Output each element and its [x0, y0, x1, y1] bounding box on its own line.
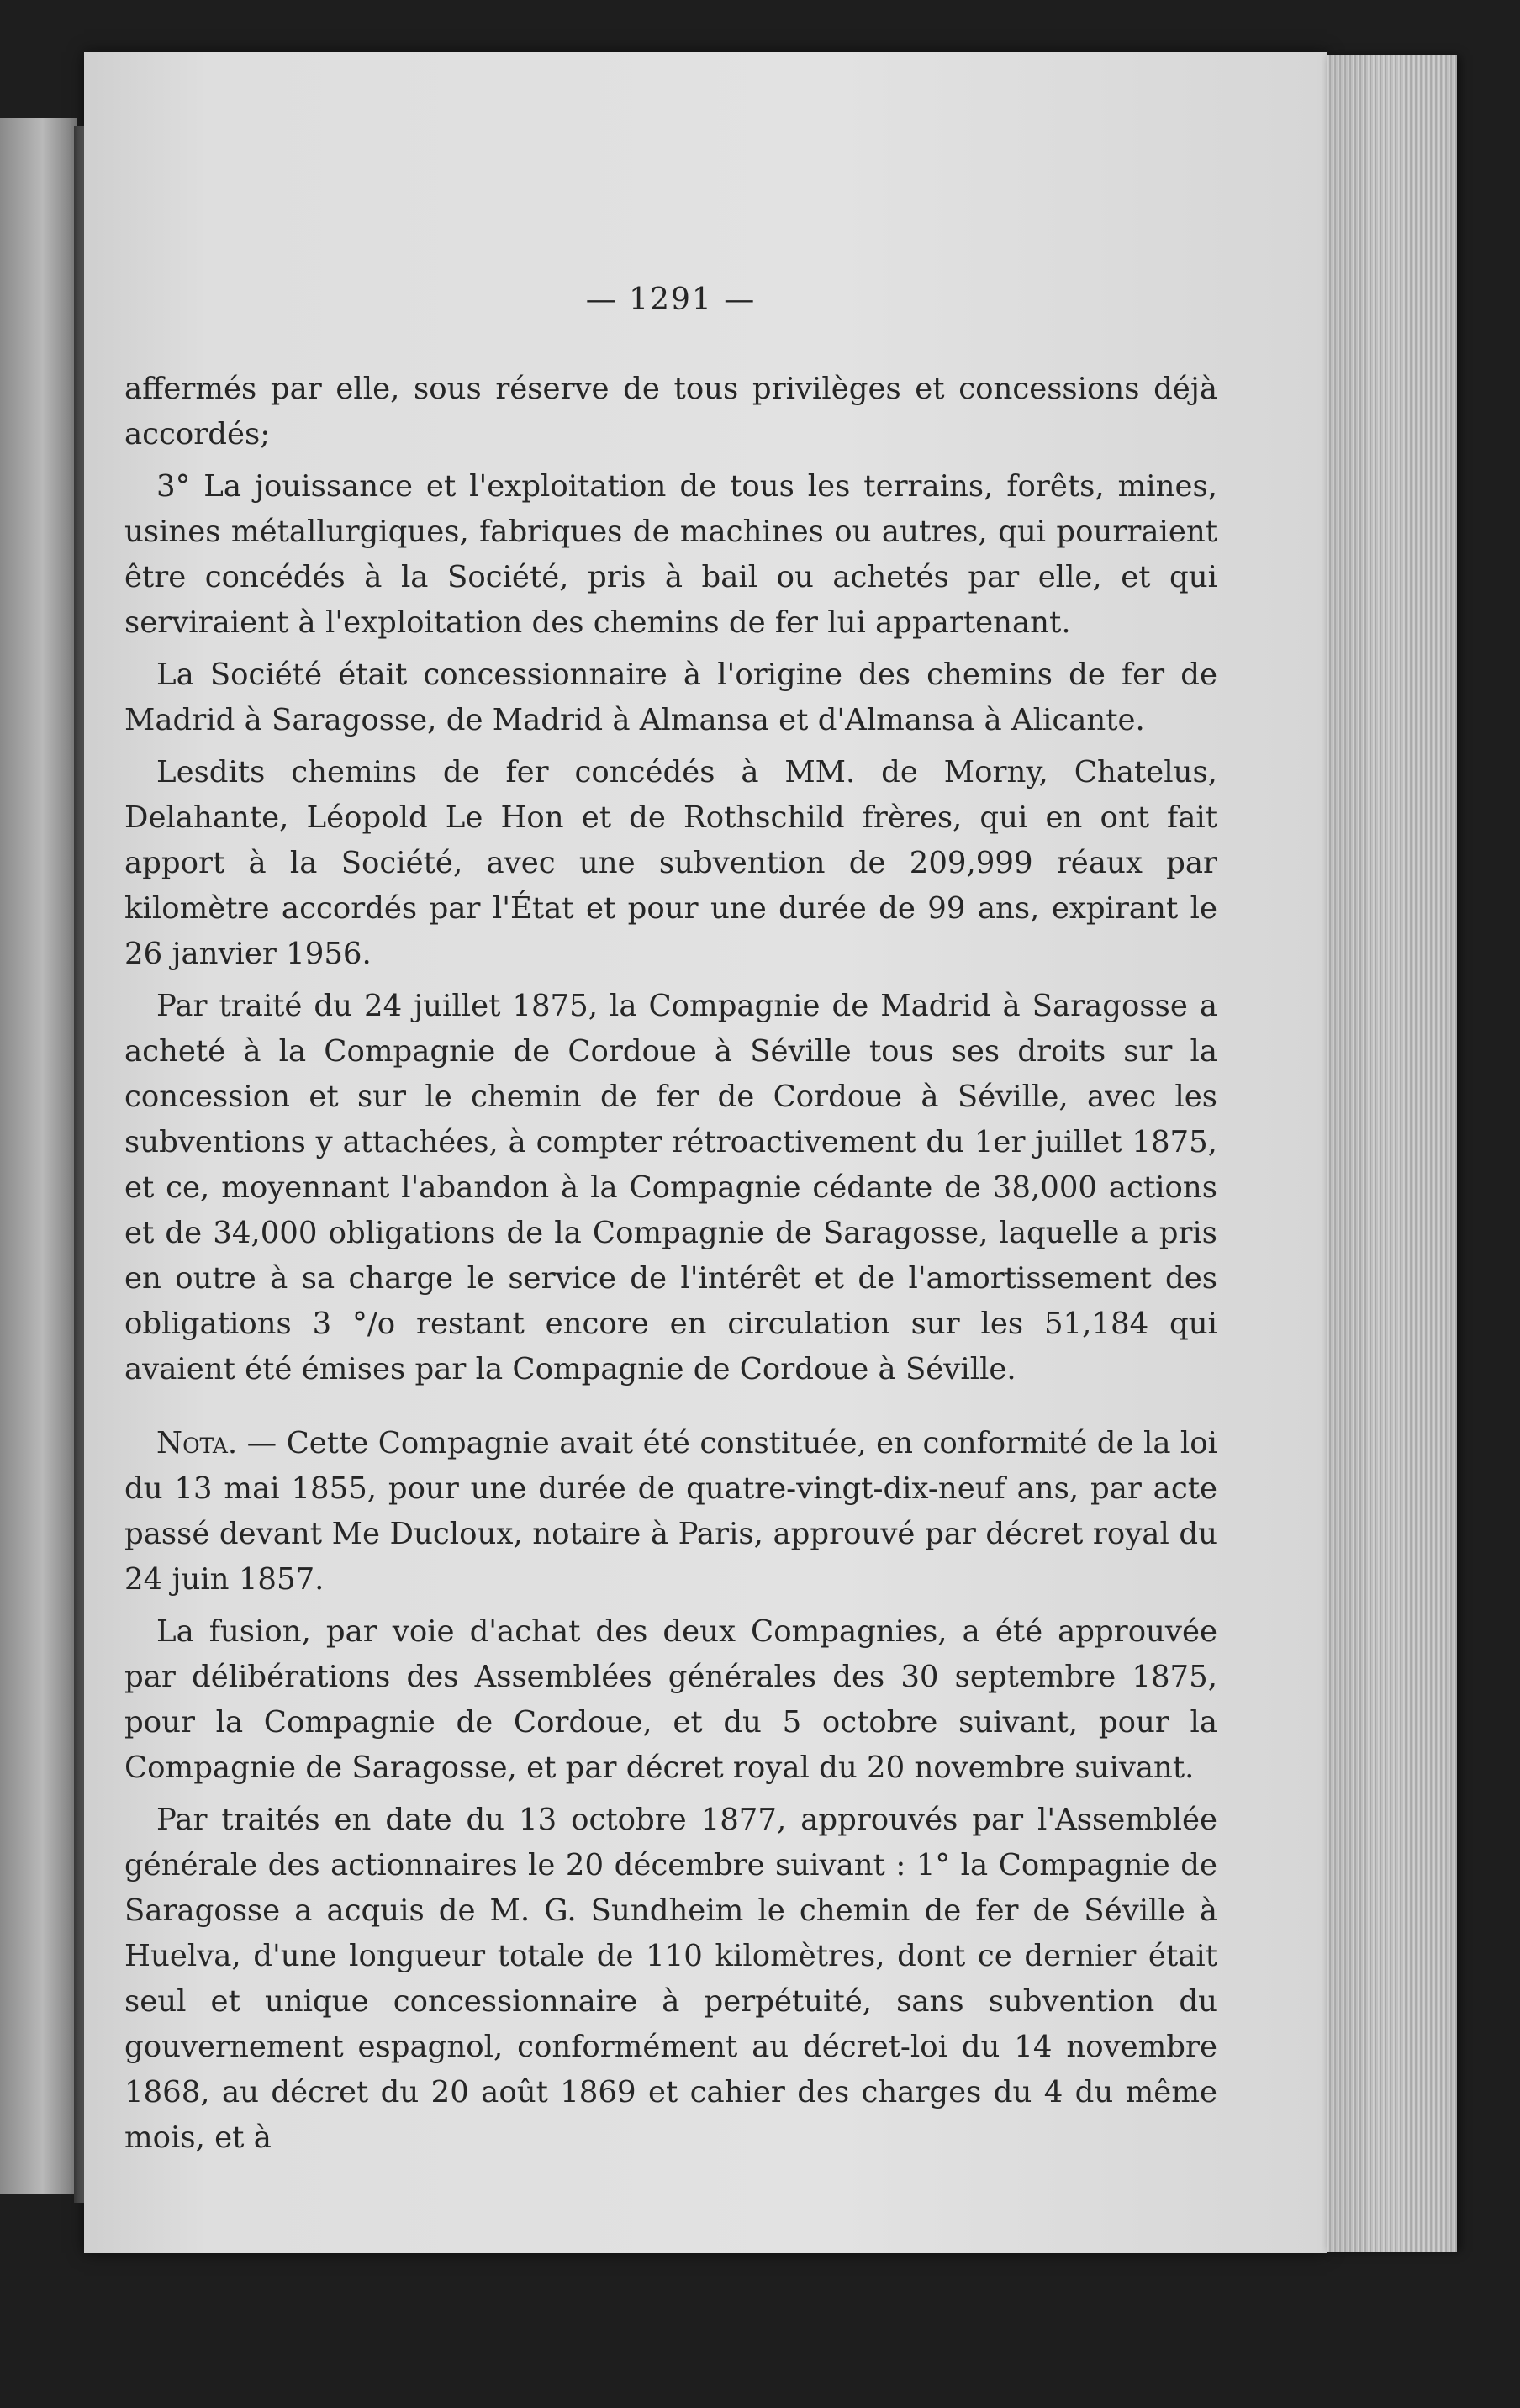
nota-label: Nota. — [156, 1426, 238, 1460]
paragraph: Par traité du 24 juillet 1875, la Compagnie de Madrid à Saragosse a acheté à la Compagnie de Cordoue à Séville tous ses droits sur la concession et sur le chemin de fer de Cordoue à Séville, avec les subventions y attachées, à compter rétroactivement du 1er juillet 1875, et ce, moyennant l'abandon à la Compagnie cédante de 38,000 actions et de 34,000 obligations de la Compagnie de Saragosse, laquelle a pris en outre à sa charge le service de l'intérêt et de l'amortissement des obligations 3 °/o restant encore en circulation sur les 51,184 qui avaient été émises par la Compagnie de Cordoue à Séville. — [124, 989, 1217, 1386]
paragraph: 3° La jouissance et l'exploitation de tous les terrains, forêts, mines, usines métallurgiques, fabriques de machines ou autres, qui pourraient être concédés à la Société, pris à bail ou achetés par elle, et qui serviraient à l'exploitation des chemins de fer lui appartenant. — [124, 469, 1217, 640]
paragraph: La Société était concessionnaire à l'origine des chemins de fer de Madrid à Saragosse, de Madrid à Almansa et d'Almansa à Alicante. — [124, 657, 1217, 737]
paragraph: La fusion, par voie d'achat des deux Compagnies, a été approuvée par délibérations des Assemblées générales des 30 septembre 1875, pour la Compagnie de Cordoue, et du 5 octobre suivant, pour la Compagnie de Saragosse, et par décret royal du 20 novembre suivant. — [124, 1614, 1217, 1785]
page-number: — 1291 — — [585, 283, 757, 317]
paragraph: affermés par elle, sous réserve de tous privilèges et concessions déjà accordés; — [124, 372, 1217, 452]
page-text — [124, 277, 1217, 2168]
page-stack-edges — [1327, 55, 1457, 2252]
left-page-edge — [0, 118, 77, 2194]
paragraph: Par traités en date du 13 octobre 1877, approuvés par l'Assemblée générale des actionnaires le 20 décembre suivant : 1° la Compagnie de Saragosse a acquis de M. G. Sundheim le chemin de fer de Séville à Huelva, d'une longueur totale de 110 kilomètres, dont ce dernier était seul et unique concessionnaire à perpétuité, sans subvention du gouvernement espagnol, conformément au décret-loi du 14 novembre 1868, au décret du 20 août 1869 et cahier des charges du 4 du même mois, et à — [124, 1803, 1217, 2155]
nota-text: — Cette Compagnie avait été constituée, en conformité de la loi du 13 mai 1855, pour une durée de quatre-vingt-dix-neuf ans, par acte passé devant Me Ducloux, notaire à Paris, approuvé par décret royal du 24 juin 1857. — [124, 1426, 1217, 1597]
nota-paragraph — [124, 1421, 1217, 1603]
paragraph: Lesdits chemins de fer concédés à MM. de Morny, Chatelus, Delahante, Léopold Le Hon et de Rothschild frères, qui en ont fait apport à la Société, avec une subvention de 209,999 réaux par kilomètre accordés par l'État et pour une durée de 99 ans, expirant le 26 janvier 1956. — [124, 755, 1217, 971]
